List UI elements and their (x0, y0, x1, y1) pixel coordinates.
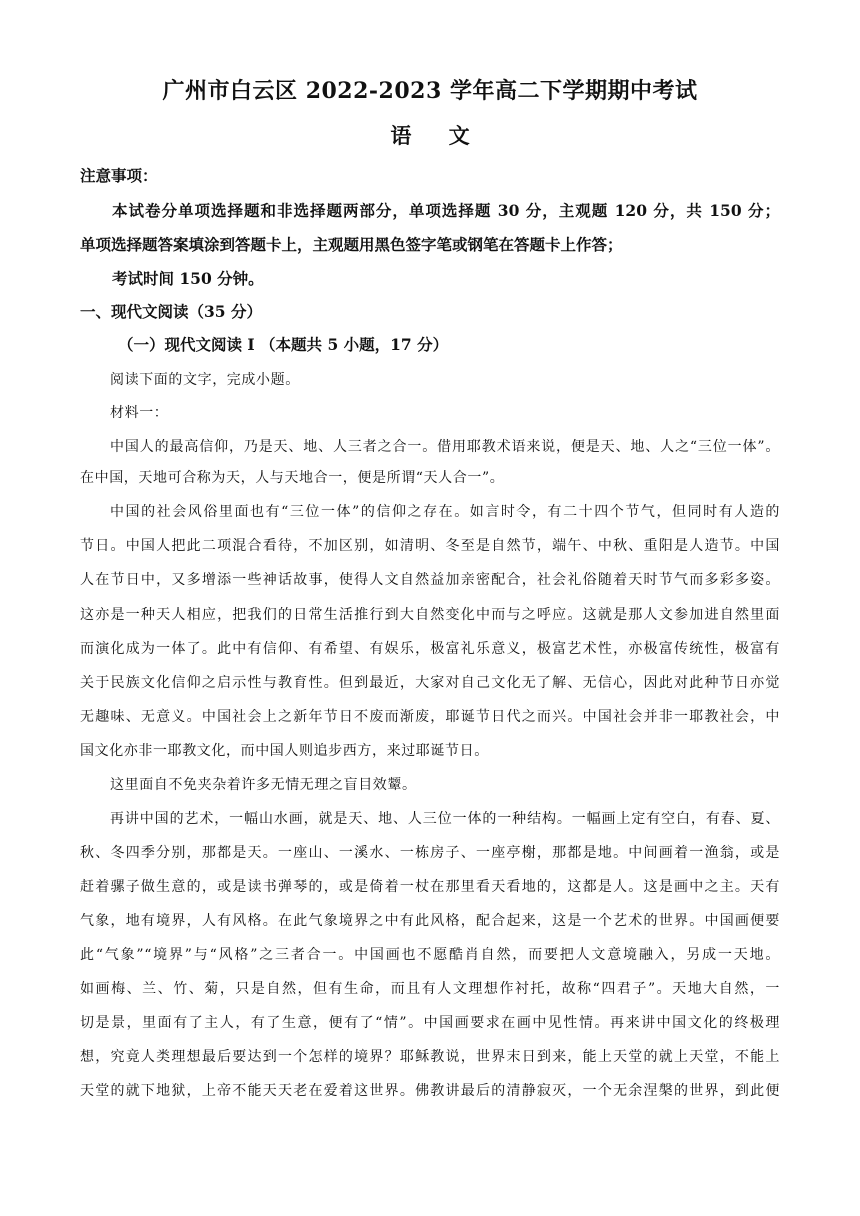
material-label: 材料一： (110, 405, 169, 421)
subsection-heading: （一）现代文阅读 Ⅰ （本题共 5 小题，17 分） (118, 335, 449, 354)
notice-line-1: 本试卷分单项选择题和非选择题两部分，单项选择题 30 分，主观题 120 分，共 150 分； (112, 201, 780, 220)
passage-line: 气象，地有境界，人有风格。在此气象境界之中有此风格，配合起来，这是一个艺术的世界。中国画便要 (80, 913, 780, 929)
subject-title: 语 文 (390, 123, 470, 148)
section-heading: 一、现代文阅读（35 分） (80, 302, 262, 321)
notice-heading: 注意事项： (80, 166, 158, 185)
passage-line: 中国人的最高信仰，乃是天、地、人三者之合一。借用耶教术语来说，便是天、地、人之“三位一体”。 (110, 439, 780, 455)
passage-line: 切是景，里面有了主人，有了生意，便有了“情”。中国画要求在画中见性情。再来讲中国文化的终极理 (80, 1015, 780, 1031)
notice-line-2: 单项选择题答案填涂到答题卡上，主观题用黑色签字笔或钢笔在答题卡上作答； (80, 235, 623, 254)
passage-line: 秋、冬四季分别，那都是天。一座山、一溪水、一栋房子、一座亭榭，那都是地。中间画着一渔翁，或是 (80, 845, 780, 861)
passage-line: 中国的社会风俗里面也有“三位一体”的信仰之存在。如言时令，有二十四个节气，但同时有人造的 (110, 504, 780, 520)
notice-line-3: 考试时间 150 分钟。 (112, 269, 264, 288)
passage-line: 再讲中国的艺术，一幅山水画，就是天、地、人三位一体的一种结构。一幅画上定有空白，有春、夏、 (110, 811, 780, 827)
passage-line: 天堂的就下地狱，上帝不能天天老在爱着这世界。佛教讲最后的清静寂灭，一个无余涅槃的世界，到此便 (80, 1083, 780, 1099)
passage-line: 节日。中国人把此二项混合看待，不加区别，如清明、冬至是自然节，端午、中秋、重阳是人造节。中国 (80, 538, 780, 554)
passage-line: 而演化成为一体了。此中有信仰、有希望、有娱乐，极富礼乐意义，极富艺术性，亦极富传统性，极富有 (80, 641, 780, 657)
passage-line: 这里面自不免夹杂着许多无情无理之盲目效颦。 (110, 777, 417, 793)
passage-line: 这亦是一种天人相应，把我们的日常生活推行到大自然变化中而与之呼应。这就是那人文参加进自然里面 (80, 607, 780, 623)
passage-line: 人在节日中，又多增添一些神话故事，使得人文自然益加亲密配合，社会礼俗随着天时节气而多彩多姿。 (80, 572, 780, 588)
instruction-text: 阅读下面的文字，完成小题。 (110, 372, 300, 388)
passage-line: 无趣味、无意义。中国社会上之新年节日不废而渐废，耶诞节日代之而兴。中国社会并非一耶教社会，中 (80, 709, 780, 725)
passage-line: 如画梅、兰、竹、菊，只是自然，但有生命，而且有人文理想作衬托，故称“四君子”。天地大自然，一 (80, 981, 780, 997)
passage-line: 想，究竟人类理想最后要达到一个怎样的境界？耶稣教说，世界末日到来，能上天堂的就上天堂，不能上 (80, 1049, 780, 1065)
exam-title: 广州市白云区 2022-2023 学年高二下学期期中考试 (162, 78, 698, 104)
passage-line: 在中国，天地可合称为天，人与天地合一，便是所谓“天人合一”。 (80, 470, 505, 486)
passage-line: 此“气象”“境界”与“风格”之三者合一。中国画也不愿酷肖自然，而要把人文意境融入，另成一天地。 (80, 947, 780, 963)
passage-line: 赶着骡子做生意的，或是读书弹琴的，或是倚着一杖在那里看天看地的，这都是人。这是画中之主。天有 (80, 879, 780, 895)
passage-line: 国文化亦非一耶教文化，而中国人则追步西方，来过耶诞节日。 (80, 743, 489, 759)
passage-line: 关于民族文化信仰之启示性与教育性。但到最近，大家对自己文化无了解、无信心，因此对此种节日亦觉 (80, 675, 780, 691)
